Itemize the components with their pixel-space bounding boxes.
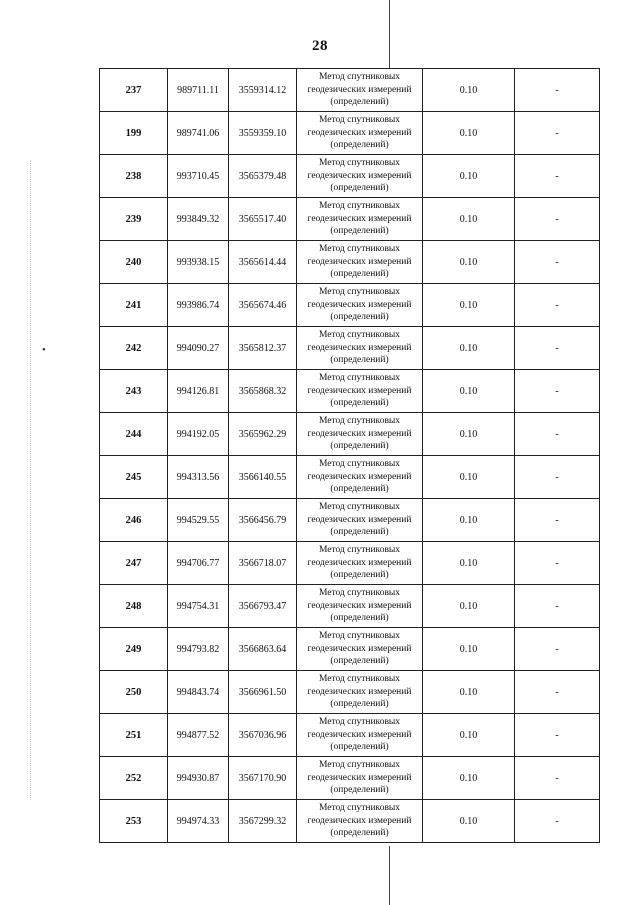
- description-cell: -: [515, 585, 600, 628]
- y-coordinate-cell: 3567036.96: [229, 714, 297, 757]
- y-coordinate-cell: 3566140.55: [229, 456, 297, 499]
- point-number-cell: 242: [100, 327, 168, 370]
- point-number-cell: 240: [100, 241, 168, 284]
- table-row: [100, 585, 600, 628]
- table-row: [100, 198, 600, 241]
- method-line: (определений): [330, 312, 389, 323]
- table-row: [100, 628, 600, 671]
- y-coordinate-cell: 3566961.50: [229, 671, 297, 714]
- description-cell: -: [515, 198, 600, 241]
- method-line: Метод спутниковых: [318, 416, 401, 427]
- table-row: [100, 413, 600, 456]
- x-coordinate-cell: 994706.77: [168, 542, 229, 585]
- method-cell: [297, 69, 423, 112]
- method-line: Метод спутниковых: [318, 158, 401, 169]
- x-coordinate-cell: 994313.56: [168, 456, 229, 499]
- point-number-cell: 246: [100, 499, 168, 542]
- method-line: геодезических измерений: [307, 471, 412, 482]
- table-row: [100, 542, 600, 585]
- description-cell: -: [515, 370, 600, 413]
- method-cell: [297, 499, 423, 542]
- x-coordinate-cell: 993938.15: [168, 241, 229, 284]
- method-line: геодезических измерений: [307, 385, 412, 396]
- x-coordinate-cell: 994192.05: [168, 413, 229, 456]
- method-cell: [297, 628, 423, 671]
- method-line: (определений): [330, 183, 389, 194]
- table-row: [100, 757, 600, 800]
- description-cell: -: [515, 155, 600, 198]
- description-cell: -: [515, 714, 600, 757]
- coordinates-table: [99, 68, 600, 843]
- scan-artifact-mark: •: [42, 344, 46, 356]
- table-row: [100, 714, 600, 757]
- method-cell: [297, 198, 423, 241]
- accuracy-cell: 0.10: [423, 112, 515, 155]
- method-cell: [297, 585, 423, 628]
- accuracy-cell: 0.10: [423, 198, 515, 241]
- method-line: Метод спутниковых: [318, 674, 401, 685]
- accuracy-cell: 0.10: [423, 155, 515, 198]
- description-cell: -: [515, 757, 600, 800]
- accuracy-cell: 0.10: [423, 585, 515, 628]
- method-line: геодезических измерений: [307, 256, 412, 267]
- point-number-cell: 243: [100, 370, 168, 413]
- x-coordinate-cell: 994754.31: [168, 585, 229, 628]
- point-number-cell: 245: [100, 456, 168, 499]
- point-number-cell: 251: [100, 714, 168, 757]
- point-number-cell: 248: [100, 585, 168, 628]
- method-line: (определений): [330, 226, 389, 237]
- y-coordinate-cell: 3567299.32: [229, 800, 297, 843]
- y-coordinate-cell: 3565379.48: [229, 155, 297, 198]
- method-line: Метод спутниковых: [318, 373, 401, 384]
- accuracy-cell: 0.10: [423, 542, 515, 585]
- x-coordinate-cell: 994843.74: [168, 671, 229, 714]
- point-number-cell: 250: [100, 671, 168, 714]
- method-line: (определений): [330, 570, 389, 581]
- table-row: [100, 112, 600, 155]
- table-row: [100, 370, 600, 413]
- accuracy-cell: 0.10: [423, 413, 515, 456]
- method-cell: [297, 800, 423, 843]
- method-cell: [297, 714, 423, 757]
- y-coordinate-cell: 3566718.07: [229, 542, 297, 585]
- accuracy-cell: 0.10: [423, 456, 515, 499]
- method-line: (определений): [330, 140, 389, 151]
- method-cell: [297, 112, 423, 155]
- method-line: геодезических измерений: [307, 643, 412, 654]
- accuracy-cell: 0.10: [423, 284, 515, 327]
- x-coordinate-cell: 994793.82: [168, 628, 229, 671]
- description-cell: -: [515, 671, 600, 714]
- table-row: [100, 284, 600, 327]
- x-coordinate-cell: 994877.52: [168, 714, 229, 757]
- y-coordinate-cell: 3565962.29: [229, 413, 297, 456]
- description-cell: -: [515, 499, 600, 542]
- method-line: геодезических измерений: [307, 127, 412, 138]
- method-line: геодезических измерений: [307, 428, 412, 439]
- method-line: Метод спутниковых: [318, 588, 401, 599]
- table-row: [100, 456, 600, 499]
- method-line: Метод спутниковых: [318, 459, 401, 470]
- accuracy-cell: 0.10: [423, 800, 515, 843]
- point-number-cell: 249: [100, 628, 168, 671]
- method-line: (определений): [330, 97, 389, 108]
- coordinates-table-body: [100, 69, 600, 843]
- x-coordinate-cell: 989711.11: [168, 69, 229, 112]
- method-line: геодезических измерений: [307, 729, 412, 740]
- point-number-cell: 239: [100, 198, 168, 241]
- method-cell: [297, 155, 423, 198]
- accuracy-cell: 0.10: [423, 370, 515, 413]
- table-row: [100, 69, 600, 112]
- method-line: (определений): [330, 613, 389, 624]
- x-coordinate-cell: 993986.74: [168, 284, 229, 327]
- method-cell: [297, 757, 423, 800]
- method-line: геодезических измерений: [307, 342, 412, 353]
- method-line: геодезических измерений: [307, 84, 412, 95]
- method-line: Метод спутниковых: [318, 72, 401, 83]
- description-cell: -: [515, 456, 600, 499]
- description-cell: -: [515, 112, 600, 155]
- y-coordinate-cell: 3565614.44: [229, 241, 297, 284]
- table-row: [100, 241, 600, 284]
- method-cell: [297, 284, 423, 327]
- description-cell: -: [515, 542, 600, 585]
- method-line: Метод спутниковых: [318, 502, 401, 513]
- point-number-cell: 241: [100, 284, 168, 327]
- method-line: геодезических измерений: [307, 299, 412, 310]
- y-coordinate-cell: 3566456.79: [229, 499, 297, 542]
- method-line: геодезических измерений: [307, 213, 412, 224]
- y-coordinate-cell: 3565868.32: [229, 370, 297, 413]
- method-line: геодезических измерений: [307, 600, 412, 611]
- method-line: Метод спутниковых: [318, 760, 401, 771]
- x-coordinate-cell: 994529.55: [168, 499, 229, 542]
- accuracy-cell: 0.10: [423, 241, 515, 284]
- point-number-cell: 253: [100, 800, 168, 843]
- accuracy-cell: 0.10: [423, 499, 515, 542]
- accuracy-cell: 0.10: [423, 671, 515, 714]
- point-number-cell: 247: [100, 542, 168, 585]
- method-line: Метод спутниковых: [318, 631, 401, 642]
- description-cell: -: [515, 69, 600, 112]
- method-line: геодезических измерений: [307, 514, 412, 525]
- method-line: геодезических измерений: [307, 557, 412, 568]
- method-line: Метод спутниковых: [318, 545, 401, 556]
- table-row: [100, 671, 600, 714]
- table-row: [100, 155, 600, 198]
- y-coordinate-cell: 3566793.47: [229, 585, 297, 628]
- y-coordinate-cell: 3565812.37: [229, 327, 297, 370]
- description-cell: -: [515, 284, 600, 327]
- description-cell: -: [515, 241, 600, 284]
- method-line: Метод спутниковых: [318, 803, 401, 814]
- description-cell: -: [515, 327, 600, 370]
- y-coordinate-cell: 3559359.10: [229, 112, 297, 155]
- table-row: [100, 800, 600, 843]
- x-coordinate-cell: 994090.27: [168, 327, 229, 370]
- x-coordinate-cell: 994974.33: [168, 800, 229, 843]
- y-coordinate-cell: 3566863.64: [229, 628, 297, 671]
- accuracy-cell: 0.10: [423, 714, 515, 757]
- table-row: [100, 499, 600, 542]
- point-number-cell: 237: [100, 69, 168, 112]
- method-line: Метод спутниковых: [318, 115, 401, 126]
- y-coordinate-cell: 3565517.40: [229, 198, 297, 241]
- method-line: Метод спутниковых: [318, 287, 401, 298]
- scan-artifact-line-top: [389, 0, 390, 68]
- x-coordinate-cell: 994930.87: [168, 757, 229, 800]
- table-row: [100, 327, 600, 370]
- method-cell: [297, 241, 423, 284]
- method-line: (определений): [330, 828, 389, 839]
- scan-artifact-dots: [30, 160, 32, 800]
- point-number-cell: 238: [100, 155, 168, 198]
- x-coordinate-cell: 994126.81: [168, 370, 229, 413]
- method-line: (определений): [330, 398, 389, 409]
- method-line: Метод спутниковых: [318, 330, 401, 341]
- x-coordinate-cell: 993849.32: [168, 198, 229, 241]
- description-cell: -: [515, 413, 600, 456]
- method-line: геодезических измерений: [307, 772, 412, 783]
- method-cell: [297, 456, 423, 499]
- method-cell: [297, 370, 423, 413]
- method-line: (определений): [330, 785, 389, 796]
- description-cell: -: [515, 628, 600, 671]
- method-cell: [297, 542, 423, 585]
- description-cell: -: [515, 800, 600, 843]
- method-line: (определений): [330, 355, 389, 366]
- y-coordinate-cell: 3567170.90: [229, 757, 297, 800]
- page-number: 28: [312, 38, 328, 54]
- method-line: (определений): [330, 269, 389, 280]
- accuracy-cell: 0.10: [423, 757, 515, 800]
- method-line: Метод спутниковых: [318, 244, 401, 255]
- method-cell: [297, 327, 423, 370]
- y-coordinate-cell: 3559314.12: [229, 69, 297, 112]
- method-cell: [297, 671, 423, 714]
- y-coordinate-cell: 3565674.46: [229, 284, 297, 327]
- method-line: геодезических измерений: [307, 815, 412, 826]
- point-number-cell: 244: [100, 413, 168, 456]
- scan-artifact-line-bottom: [389, 846, 390, 905]
- point-number-cell: 199: [100, 112, 168, 155]
- method-line: (определений): [330, 441, 389, 452]
- method-line: геодезических измерений: [307, 686, 412, 697]
- method-line: Метод спутниковых: [318, 717, 401, 728]
- method-line: (определений): [330, 527, 389, 538]
- method-line: (определений): [330, 484, 389, 495]
- method-line: (определений): [330, 742, 389, 753]
- x-coordinate-cell: 993710.45: [168, 155, 229, 198]
- method-line: Метод спутниковых: [318, 201, 401, 212]
- accuracy-cell: 0.10: [423, 327, 515, 370]
- method-line: (определений): [330, 699, 389, 710]
- accuracy-cell: 0.10: [423, 69, 515, 112]
- method-line: геодезических измерений: [307, 170, 412, 181]
- point-number-cell: 252: [100, 757, 168, 800]
- accuracy-cell: 0.10: [423, 628, 515, 671]
- method-cell: [297, 413, 423, 456]
- method-line: (определений): [330, 656, 389, 667]
- x-coordinate-cell: 989741.06: [168, 112, 229, 155]
